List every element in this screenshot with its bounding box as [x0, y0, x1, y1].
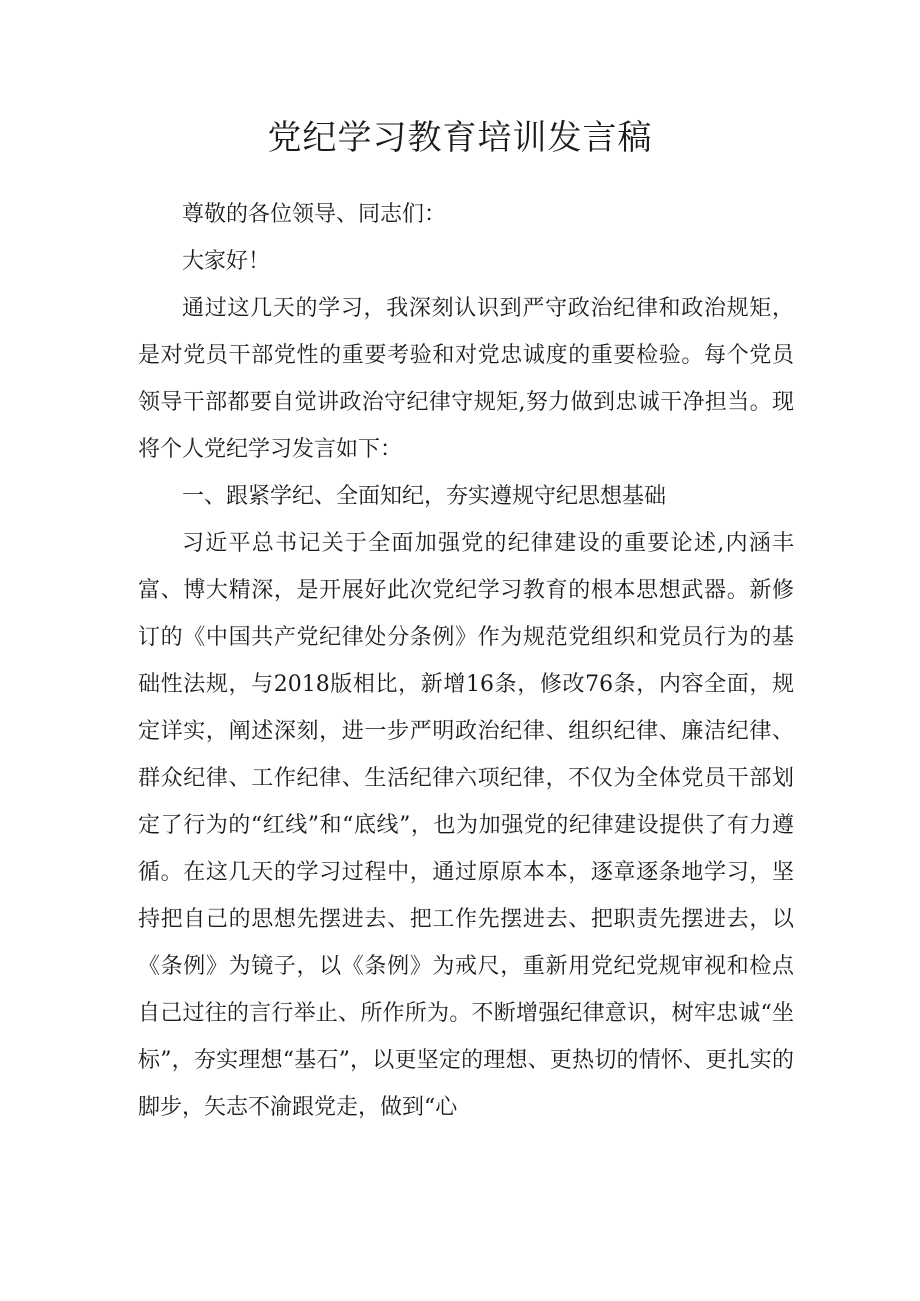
section-1-paragraph: 习近平总书记关于全面加强党的纪律建设的重要论述,内涵丰富、博大精深，是开展好此次党纪学习教育的根本思想武器。新修订的《中国共产党纪律处分条例》作为规范党组织和党员行为的基础性法规，与2018版相比，新增16条，修改76条，内容全面，规定详实，阐述深刻，进一步严明政治纪律、组织纪律、廉洁纪律、群众纪律、工作纪律、生活纪律六项纪律，不仅为全体党员干部划定了行为的“红线”和“底线”，也为加强党的纪律建设提供了有力遵循。在这几天的学习过程中，通过原原本本，逐章逐条地学习，坚持把自己的思想先摆进去、把工作先摆进去、把职责先摆进去，以《条例》为镜子，以《条例》为戒尺，重新用党纪党规审视和检点自己过往的言行举止、所作所为。不断增强纪律意识，树牢忠诚“坐标”，夯实理想“基石”，以更坚定的理想、更热切的情怀、更扎实的脚步，矢志不渝跟党走，做到“心 — [138, 531, 794, 1120]
greeting: 大家好！ — [182, 249, 271, 274]
document-body — [138, 191, 794, 1131]
document-title: 党纪学习教育培训发言稿 — [267, 118, 653, 158]
salutation: 尊敬的各位领导、同志们： — [182, 202, 447, 227]
intro-paragraph: 通过这几天的学习，我深刻认识到严守政治纪律和政治规矩，是对党员干部党性的重要考验和对党忠诚度的重要检验。每个党员领导干部都要自觉讲政治守纪律守规矩,努力做到忠诚干净担当。现将个人党纪学习发言如下： — [138, 296, 794, 462]
section-heading-1: 一、跟紧学纪、全面知纪，夯实遵规守纪思想基础 — [182, 484, 667, 509]
